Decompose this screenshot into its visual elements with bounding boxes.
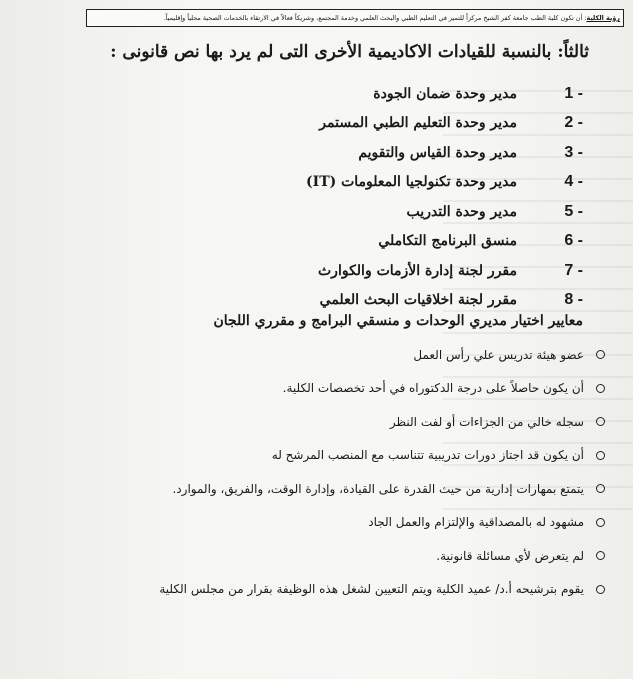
criterion-text: يقوم بترشيحه أ.د/ عميد الكلية ويتم التعيين لشغل هذه الوظيفة بقرار من مجلس الكلية — [159, 582, 584, 597]
circle-bullet-icon — [596, 451, 605, 460]
item-number: 3 - — [564, 143, 583, 161]
item-text: مدير وحدة ضمان الجودة — [373, 85, 517, 102]
list-item — [163, 227, 583, 257]
item-text: منسق البرنامج التكاملي — [378, 233, 517, 250]
circle-bullet-icon — [596, 384, 605, 393]
criterion-text: يتمتع بمهارات إدارية من حيث القدرة على القيادة، وإدارة الوقت، والفريق، والموارد. — [172, 481, 584, 496]
circle-bullet-icon — [596, 551, 605, 560]
item-number: 5 - — [564, 202, 583, 220]
list-item — [15, 472, 605, 506]
item-number: 2 - — [564, 114, 583, 132]
criterion-text: أن يكون حاصلاً على درجة الدكتوراه في أحد تخصصات الكلية. — [282, 381, 584, 396]
item-number: 8 - — [564, 291, 583, 309]
criterion-text: مشهود له بالمصداقية والإلتزام والعمل الجاد — [368, 515, 584, 530]
list-item — [163, 138, 583, 168]
section-heading: ثالثاً: بالنسبة للقيادات الاكاديمية الأخرى التى لم يرد بها نص قانونى : — [110, 42, 589, 62]
item-text: مقرر لجنة إدارة الأزمات والكوارث — [318, 262, 517, 279]
item-number: 4 - — [564, 173, 583, 191]
criterion-text: لم يتعرض لأي مسائلة قانونية. — [436, 548, 584, 563]
item-number: 7 - — [564, 261, 583, 279]
criteria-list — [15, 338, 605, 606]
item-text: مدير وحدة تكنولجيا المعلومات (IT) — [306, 174, 517, 191]
list-item — [163, 79, 583, 109]
criteria-heading: معايير اختيار مديري الوحدات و منسقي البرامج و مقرري اللجان — [213, 313, 583, 329]
list-item — [15, 573, 605, 607]
item-text: مدير وحدة القياس والتقويم — [358, 144, 517, 161]
list-item — [15, 405, 605, 439]
circle-bullet-icon — [596, 417, 605, 426]
criterion-text: سجله خالي من الجزاءات أو لفت النظر — [389, 414, 584, 429]
item-number: 6 - — [564, 232, 583, 250]
criterion-text: عضو هيئة تدريس علي رأس العمل — [413, 347, 584, 362]
list-item — [15, 539, 605, 573]
list-item — [163, 286, 583, 316]
list-item — [163, 256, 583, 286]
vision-label: رؤية الكلية — [586, 14, 620, 22]
circle-bullet-icon — [596, 350, 605, 359]
item-text: مدير وحدة التدريب — [406, 203, 517, 220]
circle-bullet-icon — [596, 484, 605, 493]
item-text: مقرر لجنة اخلاقيات البحث العلمي — [319, 292, 517, 309]
item-number: 1 - — [564, 84, 583, 102]
list-item — [15, 439, 605, 473]
list-item — [163, 197, 583, 227]
circle-bullet-icon — [596, 518, 605, 527]
list-item — [163, 168, 583, 198]
list-item — [15, 372, 605, 406]
positions-list — [163, 79, 583, 315]
list-item — [15, 506, 605, 540]
vision-text: : أن تكون كلية الطب جامعة كفر الشيخ مركزاً للتميز في التعليم الطبي والبحث العلمي وخدمة المجتمع، وشريكاً فعالاً في الارتقاء بالخدمات الصحية محلياً وإقليمياً. — [163, 14, 587, 22]
criterion-text: أن يكون قد اجتاز دورات تدريبية تتناسب مع المنصب المرشح له — [271, 448, 584, 463]
college-vision-banner — [86, 9, 624, 27]
list-item — [163, 109, 583, 139]
circle-bullet-icon — [596, 585, 605, 594]
item-text: مدير وحدة التعليم الطبي المستمر — [319, 115, 517, 132]
list-item — [15, 338, 605, 372]
